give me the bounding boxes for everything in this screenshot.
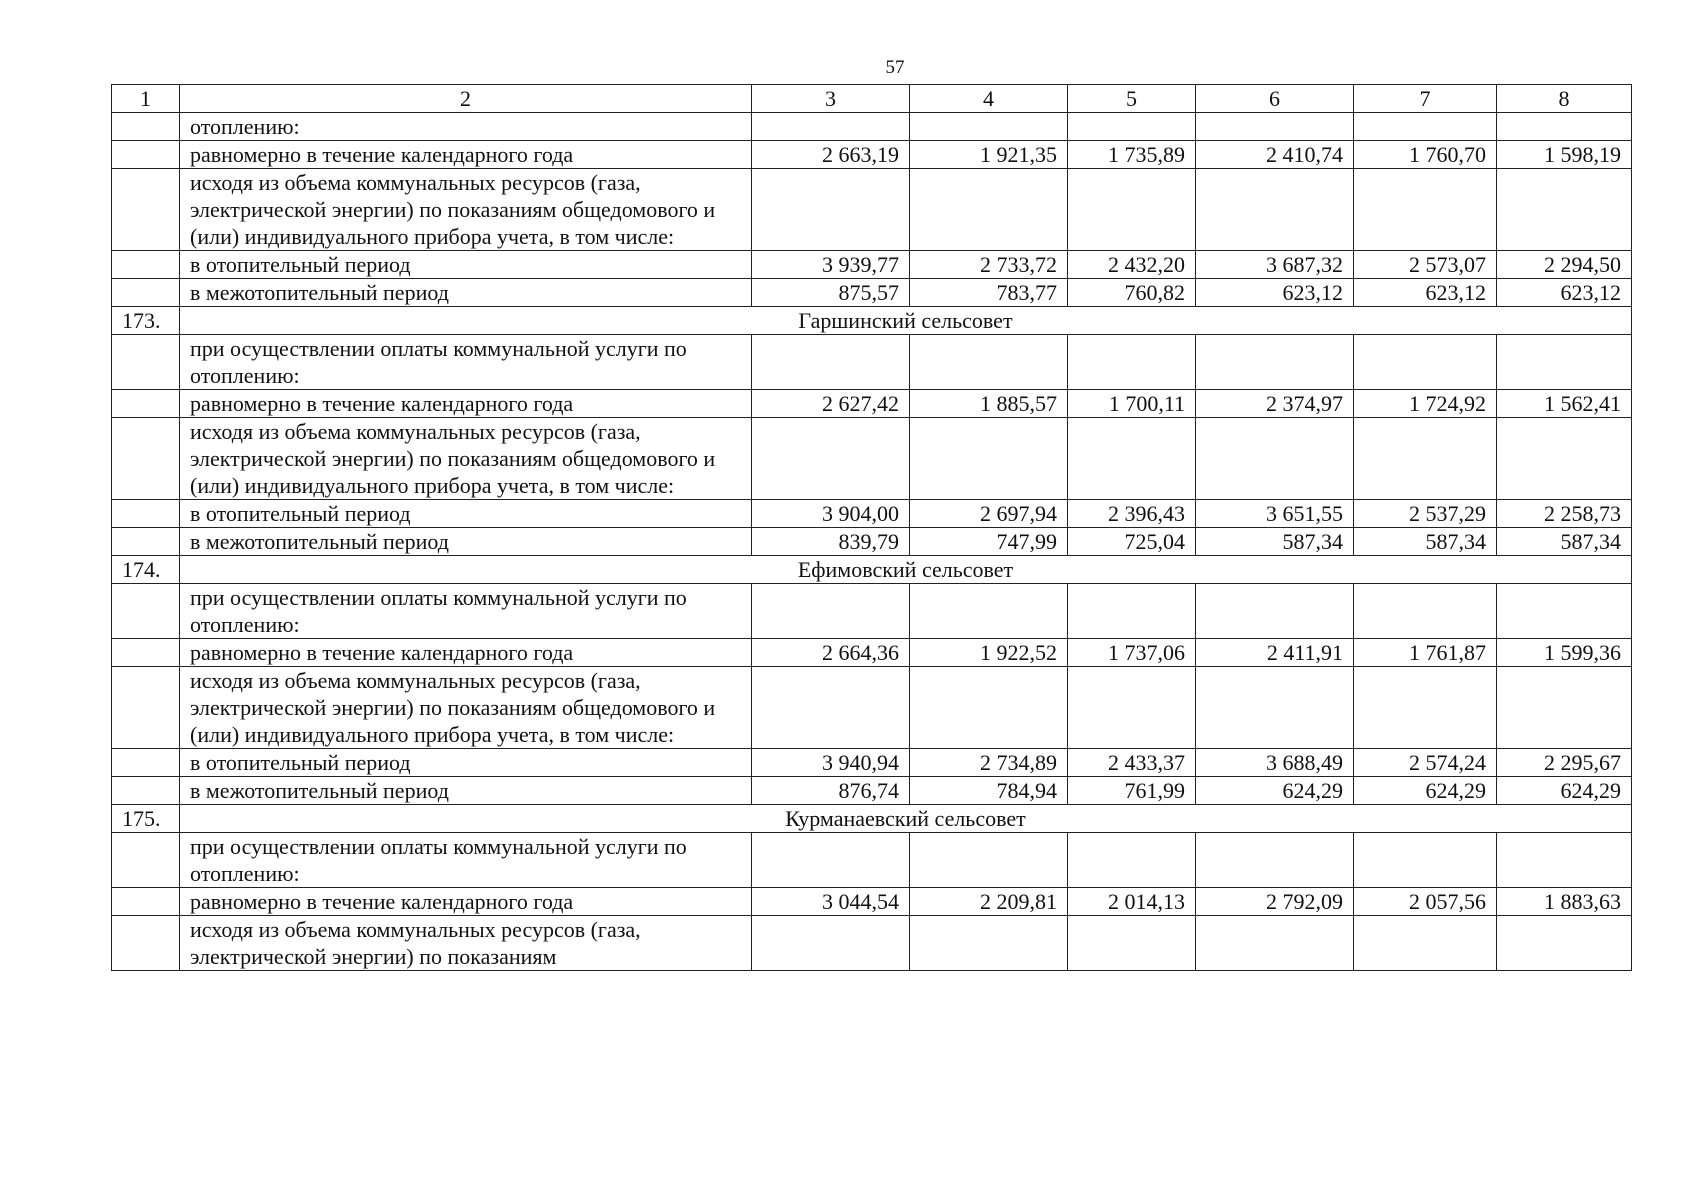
table-row (112, 916, 1632, 971)
value-cell (1196, 833, 1354, 888)
row-label: при осуществлении оплаты коммунальной услуги по отоплению: (180, 335, 752, 390)
value-cell: 875,57 (752, 279, 910, 307)
row-index-cell (112, 777, 180, 805)
table-row (112, 335, 1632, 390)
value-cell: 1 921,35 (910, 141, 1068, 169)
value-cell: 623,12 (1497, 279, 1632, 307)
row-label: равномерно в течение календарного года (180, 639, 752, 667)
column-number: 6 (1196, 85, 1354, 113)
value-cell (910, 335, 1068, 390)
value-cell: 1 885,57 (910, 390, 1068, 418)
row-index-cell (112, 113, 180, 141)
value-cell: 2 209,81 (910, 888, 1068, 916)
value-cell: 2 374,97 (1196, 390, 1354, 418)
value-cell: 2 295,67 (1497, 749, 1632, 777)
value-cell: 1 737,06 (1068, 639, 1196, 667)
section-index: 174. (112, 556, 180, 584)
value-cell: 2 792,09 (1196, 888, 1354, 916)
value-cell: 624,29 (1497, 777, 1632, 805)
value-cell: 747,99 (910, 528, 1068, 556)
value-cell: 587,34 (1196, 528, 1354, 556)
value-cell: 1 599,36 (1497, 639, 1632, 667)
value-cell: 2 627,42 (752, 390, 910, 418)
value-cell: 1 922,52 (910, 639, 1068, 667)
section-title: Гаршинский сельсовет (180, 307, 1632, 335)
value-cell: 623,12 (1196, 279, 1354, 307)
value-cell: 3 651,55 (1196, 500, 1354, 528)
value-cell (1068, 667, 1196, 749)
value-cell (752, 418, 910, 500)
value-cell (1196, 584, 1354, 639)
value-cell: 1 562,41 (1497, 390, 1632, 418)
row-index-cell (112, 667, 180, 749)
value-cell (752, 833, 910, 888)
table-row (112, 528, 1632, 556)
value-cell: 3 904,00 (752, 500, 910, 528)
page-number: 57 (885, 57, 905, 78)
value-cell: 839,79 (752, 528, 910, 556)
table-row (112, 141, 1632, 169)
row-index-cell (112, 916, 180, 971)
tariff-table (111, 84, 1632, 971)
value-cell: 784,94 (910, 777, 1068, 805)
value-cell (1068, 113, 1196, 141)
value-cell: 2 733,72 (910, 251, 1068, 279)
row-label: в межотопительный период (180, 528, 752, 556)
value-cell: 2 664,36 (752, 639, 910, 667)
value-cell: 2 573,07 (1354, 251, 1497, 279)
value-cell (1196, 418, 1354, 500)
column-number: 3 (752, 85, 910, 113)
value-cell: 1 883,63 (1497, 888, 1632, 916)
value-cell (1497, 335, 1632, 390)
value-cell (752, 584, 910, 639)
table-row (112, 279, 1632, 307)
row-label: отоплению: (180, 113, 752, 141)
column-number: 1 (112, 85, 180, 113)
row-index-cell (112, 418, 180, 500)
row-index-cell (112, 335, 180, 390)
value-cell (1497, 833, 1632, 888)
value-cell: 623,12 (1354, 279, 1497, 307)
row-label: исходя из объема коммунальных ресурсов (газа, электрической энергии) по показаниям (180, 916, 752, 971)
row-label: при осуществлении оплаты коммунальной услуги по отоплению: (180, 584, 752, 639)
table-row (112, 169, 1632, 251)
value-cell (1497, 169, 1632, 251)
row-label: равномерно в течение календарного года (180, 141, 752, 169)
column-number: 4 (910, 85, 1068, 113)
table-row (112, 667, 1632, 749)
value-cell: 1 724,92 (1354, 390, 1497, 418)
value-cell (1497, 667, 1632, 749)
value-cell (910, 584, 1068, 639)
value-cell (1497, 113, 1632, 141)
value-cell (1497, 418, 1632, 500)
row-label: равномерно в течение календарного года (180, 390, 752, 418)
value-cell: 2 057,56 (1354, 888, 1497, 916)
row-index-cell (112, 833, 180, 888)
table-row (112, 777, 1632, 805)
row-index-cell (112, 251, 180, 279)
table-row (112, 833, 1632, 888)
value-cell (752, 667, 910, 749)
value-cell: 2 411,91 (1196, 639, 1354, 667)
value-cell: 1 735,89 (1068, 141, 1196, 169)
value-cell: 2 697,94 (910, 500, 1068, 528)
value-cell (1354, 169, 1497, 251)
value-cell (1068, 916, 1196, 971)
value-cell: 3 940,94 (752, 749, 910, 777)
value-cell (1354, 833, 1497, 888)
value-cell: 2 014,13 (1068, 888, 1196, 916)
value-cell: 725,04 (1068, 528, 1196, 556)
row-label: в межотопительный период (180, 777, 752, 805)
value-cell (910, 169, 1068, 251)
value-cell (1196, 335, 1354, 390)
value-cell: 2 294,50 (1497, 251, 1632, 279)
section-title: Ефимовский сельсовет (180, 556, 1632, 584)
value-cell: 3 044,54 (752, 888, 910, 916)
value-cell (1068, 584, 1196, 639)
row-index-cell (112, 390, 180, 418)
value-cell: 624,29 (1196, 777, 1354, 805)
value-cell: 587,34 (1497, 528, 1632, 556)
value-cell (1196, 916, 1354, 971)
value-cell: 2 537,29 (1354, 500, 1497, 528)
value-cell (1068, 335, 1196, 390)
value-cell (910, 667, 1068, 749)
value-cell (1497, 916, 1632, 971)
row-label: в межотопительный период (180, 279, 752, 307)
table-row (112, 639, 1632, 667)
table-row (112, 113, 1632, 141)
table-row (112, 749, 1632, 777)
table-body (112, 85, 1632, 971)
value-cell (1196, 113, 1354, 141)
value-cell: 760,82 (1068, 279, 1196, 307)
column-number: 8 (1497, 85, 1632, 113)
value-cell: 2 433,37 (1068, 749, 1196, 777)
value-cell: 2 734,89 (910, 749, 1068, 777)
value-cell: 3 687,32 (1196, 251, 1354, 279)
value-cell (1196, 667, 1354, 749)
value-cell: 3 688,49 (1196, 749, 1354, 777)
value-cell (1354, 335, 1497, 390)
row-index-cell (112, 169, 180, 251)
value-cell: 1 598,19 (1497, 141, 1632, 169)
row-label: при осуществлении оплаты коммунальной услуги по отоплению: (180, 833, 752, 888)
table-row (112, 500, 1632, 528)
column-number: 2 (180, 85, 752, 113)
column-number: 7 (1354, 85, 1497, 113)
value-cell: 876,74 (752, 777, 910, 805)
row-index-cell (112, 584, 180, 639)
table-row (112, 390, 1632, 418)
value-cell (1497, 584, 1632, 639)
section-title: Курманаевский сельсовет (180, 805, 1632, 833)
value-cell (752, 916, 910, 971)
value-cell (1196, 169, 1354, 251)
value-cell: 2 258,73 (1497, 500, 1632, 528)
value-cell (910, 916, 1068, 971)
value-cell (752, 335, 910, 390)
row-label: исходя из объема коммунальных ресурсов (газа, электрической энергии) по показаниям общедомового и (или) индивидуального прибора учета, в том числе: (180, 418, 752, 500)
value-cell: 2 396,43 (1068, 500, 1196, 528)
value-cell (1068, 418, 1196, 500)
value-cell (910, 418, 1068, 500)
value-cell: 624,29 (1354, 777, 1497, 805)
value-cell (910, 113, 1068, 141)
value-cell (910, 833, 1068, 888)
value-cell: 1 760,70 (1354, 141, 1497, 169)
value-cell: 761,99 (1068, 777, 1196, 805)
value-cell (1354, 418, 1497, 500)
table-row (112, 888, 1632, 916)
value-cell: 2 432,20 (1068, 251, 1196, 279)
row-index-cell (112, 749, 180, 777)
value-cell: 3 939,77 (752, 251, 910, 279)
table-row (112, 418, 1632, 500)
value-cell: 2 410,74 (1196, 141, 1354, 169)
value-cell: 2 574,24 (1354, 749, 1497, 777)
value-cell (1354, 113, 1497, 141)
row-index-cell (112, 279, 180, 307)
section-index: 173. (112, 307, 180, 335)
section-header-row (112, 556, 1632, 584)
row-label: в отопительный период (180, 500, 752, 528)
value-cell: 587,34 (1354, 528, 1497, 556)
section-header-row (112, 307, 1632, 335)
value-cell (1068, 833, 1196, 888)
row-label: исходя из объема коммунальных ресурсов (газа, электрической энергии) по показаниям общедомового и (или) индивидуального прибора учета, в том числе: (180, 169, 752, 251)
row-label: в отопительный период (180, 749, 752, 777)
section-index: 175. (112, 805, 180, 833)
column-number: 5 (1068, 85, 1196, 113)
row-index-cell (112, 500, 180, 528)
row-index-cell (112, 639, 180, 667)
row-label: исходя из объема коммунальных ресурсов (газа, электрической энергии) по показаниям общедомового и (или) индивидуального прибора учета, в том числе: (180, 667, 752, 749)
value-cell (752, 113, 910, 141)
value-cell: 783,77 (910, 279, 1068, 307)
value-cell: 1 700,11 (1068, 390, 1196, 418)
value-cell (752, 169, 910, 251)
section-header-row (112, 805, 1632, 833)
row-label: в отопительный период (180, 251, 752, 279)
value-cell: 1 761,87 (1354, 639, 1497, 667)
value-cell (1354, 667, 1497, 749)
value-cell: 2 663,19 (752, 141, 910, 169)
row-index-cell (112, 888, 180, 916)
row-index-cell (112, 528, 180, 556)
value-cell (1354, 584, 1497, 639)
table-row (112, 584, 1632, 639)
value-cell (1354, 916, 1497, 971)
value-cell (1068, 169, 1196, 251)
column-number-row (112, 85, 1632, 113)
table-row (112, 251, 1632, 279)
row-index-cell (112, 141, 180, 169)
row-label: равномерно в течение календарного года (180, 888, 752, 916)
